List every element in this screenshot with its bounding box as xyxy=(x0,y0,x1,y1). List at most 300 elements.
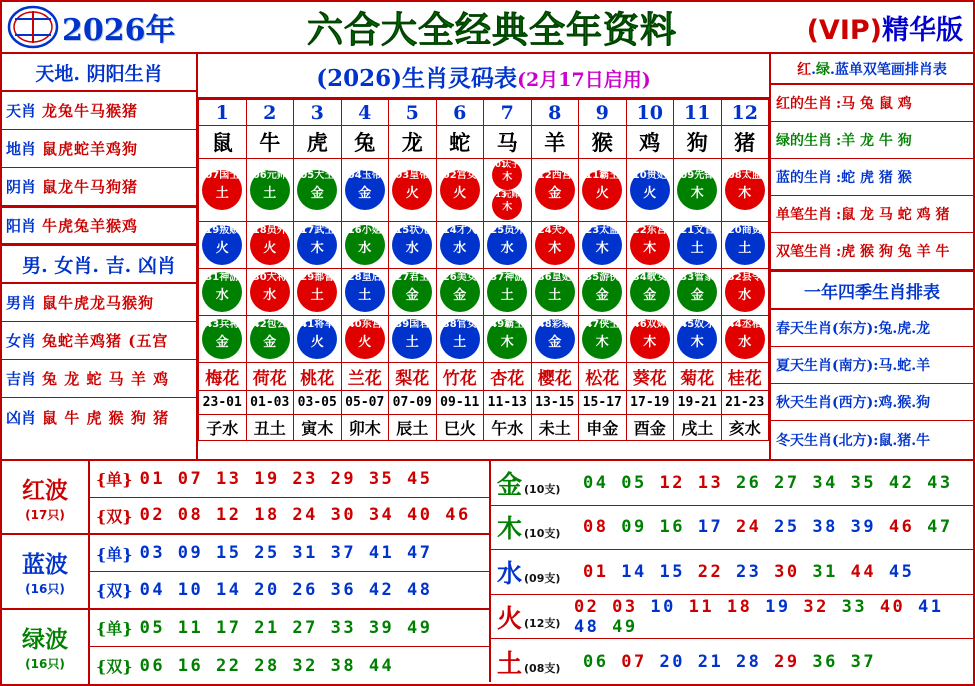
ball-cell xyxy=(294,269,342,316)
code-ball xyxy=(250,225,290,265)
hour-range: 19-21 xyxy=(674,391,722,415)
ball-word: 武士 xyxy=(314,225,335,236)
row-label: 吉肖 xyxy=(6,370,37,388)
ball-element: 木 xyxy=(595,241,609,256)
element-name: 子水 xyxy=(199,415,247,441)
number-item: 30 xyxy=(774,561,800,582)
ball-number: 42 xyxy=(252,319,267,330)
row-value: 兔蛇羊鸡猪 (五宫 xyxy=(42,332,169,350)
row-value: 鼠虎蛇羊鸡狗 xyxy=(42,140,139,158)
row-value: :鼠 龙 马 蛇 鸡 猪 xyxy=(836,207,950,223)
flower-name: 葵花 xyxy=(626,363,674,391)
table-row-flowers xyxy=(199,363,769,391)
ball-number: 21 xyxy=(680,225,695,236)
element-name: 酉金 xyxy=(626,415,674,441)
code-ball xyxy=(440,170,480,210)
ball-number: 04 xyxy=(347,170,362,181)
ball-cell xyxy=(436,316,484,363)
code-ball xyxy=(202,225,242,265)
number-list xyxy=(574,597,973,637)
table-row-balls-3 xyxy=(199,269,769,316)
ball-element: 金 xyxy=(690,288,704,303)
number-item: 47 xyxy=(927,517,953,538)
code-ball xyxy=(535,225,575,265)
element-name xyxy=(497,644,583,680)
element-label: 火 xyxy=(497,603,523,633)
list-item xyxy=(771,122,973,159)
number-item: 46 xyxy=(888,517,915,538)
vip-badge xyxy=(803,8,969,47)
number-item: 38 xyxy=(812,517,838,538)
ball-cell xyxy=(531,159,579,222)
row-value: :虎 猴 狗 兔 羊 牛 xyxy=(836,244,950,260)
ball-element: 水 xyxy=(500,241,514,256)
row-label: 凶肖 xyxy=(6,408,37,427)
ball-cell xyxy=(341,269,389,316)
hour-range: 07-09 xyxy=(389,391,437,415)
number-item: 10 xyxy=(650,596,676,617)
left-title-1: 天地. 阴阳生肖 xyxy=(2,54,196,92)
ball-number: 34 xyxy=(632,272,647,283)
ball-element: 金 xyxy=(548,186,562,201)
ball-cell xyxy=(436,269,484,316)
code-ball xyxy=(345,170,385,210)
wave-row xyxy=(90,535,489,572)
column-number: 2 xyxy=(246,100,294,126)
list-item xyxy=(771,85,973,122)
code-ball xyxy=(487,225,527,265)
ball-word: 西宫 xyxy=(551,170,572,181)
ball-element: 土 xyxy=(690,241,704,256)
code-ball xyxy=(630,225,670,265)
wave-row xyxy=(90,572,489,608)
hour-range: 21-23 xyxy=(721,391,769,415)
number-item: 29 xyxy=(774,651,800,672)
ball-element: 金 xyxy=(263,335,277,350)
table-row-zodiacs xyxy=(199,126,769,159)
code-ball xyxy=(492,190,522,220)
table-row-balls-1 xyxy=(199,159,769,222)
row-label: 夏天生肖(南方) xyxy=(776,358,874,374)
ball-number: 43 xyxy=(205,319,220,330)
ball-cell xyxy=(389,222,437,269)
element-name xyxy=(497,509,583,545)
ball-element: 木 xyxy=(643,335,657,350)
wave-label: 蓝波 xyxy=(22,550,68,578)
code-ball xyxy=(677,225,717,265)
ball-cell xyxy=(436,222,484,269)
ball-cell xyxy=(721,316,769,363)
number-item: 40 xyxy=(879,596,906,617)
zodiac-name: 狗 xyxy=(674,126,722,159)
zodiac-name: 虎 xyxy=(294,126,342,159)
hour-range: 09-11 xyxy=(436,391,484,415)
ball-number: 44 xyxy=(727,319,742,330)
column-number: 4 xyxy=(341,100,389,126)
row-value: 龙兔牛马猴猪 xyxy=(42,102,139,120)
ball-number: 35 xyxy=(585,272,600,283)
right-subtitle: 一年四季生肖排表 xyxy=(771,270,973,310)
ball-number: 47 xyxy=(585,319,600,330)
code-ball xyxy=(392,319,432,359)
code-ball xyxy=(487,272,527,312)
ball-element: 土 xyxy=(405,335,419,350)
wave-block xyxy=(2,461,489,535)
number-item: 14 xyxy=(621,561,647,582)
hour-range: 01-03 xyxy=(246,391,294,415)
ball-number: 49 xyxy=(490,319,505,330)
ball-word: 丞相 xyxy=(741,319,762,330)
number-item: 07 xyxy=(621,651,647,672)
wave-row xyxy=(90,610,489,648)
code-ball xyxy=(582,170,622,210)
ball-cell xyxy=(389,159,437,222)
ball-cell xyxy=(626,269,674,316)
code-ball xyxy=(202,170,242,210)
zodiac-name: 兔 xyxy=(341,126,389,159)
ball-cell xyxy=(674,222,722,269)
wave-block xyxy=(2,610,489,684)
number-item: 16 xyxy=(659,517,685,538)
row-value: :马 兔 鼠 鸡 xyxy=(836,96,912,112)
logo-icon xyxy=(6,5,60,49)
ball-word: 东宫 xyxy=(361,319,382,330)
ball-word: 太子 xyxy=(503,160,520,169)
ball-cell xyxy=(199,159,247,222)
number-item: 20 xyxy=(659,651,685,672)
ball-number: 19 xyxy=(205,225,220,236)
column-number: 11 xyxy=(674,100,722,126)
element-row xyxy=(491,595,973,640)
code-ball xyxy=(492,160,522,190)
ball-cell xyxy=(246,159,294,222)
column-number: 1 xyxy=(199,100,247,126)
ball-cell xyxy=(674,269,722,316)
ball-number: 45 xyxy=(680,319,695,330)
table-row-numbers xyxy=(199,100,769,126)
number-item: 39 xyxy=(850,517,877,538)
code-ball xyxy=(582,319,622,359)
zodiac-name: 蛇 xyxy=(436,126,484,159)
number-item: 42 xyxy=(888,472,915,493)
zodiac-code-table xyxy=(198,54,771,459)
zodiac-name: 猴 xyxy=(579,126,627,159)
code-ball xyxy=(297,319,337,359)
number-list xyxy=(583,473,953,493)
ball-word: 双婢 xyxy=(646,319,667,330)
code-ball xyxy=(297,170,337,210)
column-number: 10 xyxy=(626,100,674,126)
ball-cell xyxy=(721,222,769,269)
row-value: 鼠龙牛马狗猪 xyxy=(42,178,139,196)
column-number: 6 xyxy=(436,100,484,126)
ball-element: 火 xyxy=(405,186,419,201)
ball-word: 包公 xyxy=(266,319,287,330)
flower-name: 兰花 xyxy=(341,363,389,391)
flower-name: 松花 xyxy=(579,363,627,391)
code-ball xyxy=(250,170,290,210)
element-label: 土 xyxy=(497,648,523,678)
ball-element: 土 xyxy=(453,335,467,350)
table-row-hours xyxy=(199,391,769,415)
ball-cell xyxy=(484,316,532,363)
element-count: (08支) xyxy=(524,661,561,675)
code-ball xyxy=(725,225,765,265)
ball-cell xyxy=(246,222,294,269)
ball-element: 金 xyxy=(358,186,372,201)
ball-element: 木 xyxy=(595,335,609,350)
ball-word: 官女 xyxy=(456,319,477,330)
ball-number: 02 xyxy=(442,170,457,181)
hour-range: 23-01 xyxy=(199,391,247,415)
ball-word: 员外 xyxy=(266,225,287,236)
number-item: 34 xyxy=(812,472,838,493)
ball-cell xyxy=(199,316,247,363)
ball-element: 火 xyxy=(643,186,657,201)
vip-edition-label: 精华版 xyxy=(882,14,963,46)
ball-word: 侠士 xyxy=(599,319,620,330)
code-ball xyxy=(630,319,670,359)
code-ball xyxy=(677,170,717,210)
number-list: 03 09 15 25 31 37 41 47 xyxy=(139,543,433,564)
page-header xyxy=(2,2,973,54)
element-label: 金 xyxy=(497,469,523,499)
code-ball xyxy=(677,272,717,312)
column-number: 8 xyxy=(531,100,579,126)
ball-element: 木 xyxy=(502,201,513,213)
ball-cell xyxy=(199,222,247,269)
ball-word: 商贾 xyxy=(741,225,762,236)
ball-number: 39 xyxy=(395,319,410,330)
flower-name: 荷花 xyxy=(246,363,294,391)
code-ball xyxy=(535,272,575,312)
number-item: 26 xyxy=(735,472,762,493)
code-ball xyxy=(392,272,432,312)
element-count: (09支) xyxy=(524,571,561,585)
ball-number: 24 xyxy=(537,225,552,236)
ball-element: 土 xyxy=(263,186,277,201)
code-ball xyxy=(202,272,242,312)
ball-number: 11 xyxy=(585,170,600,181)
row-value: :马.蛇.羊 xyxy=(873,358,931,374)
number-item: 36 xyxy=(812,651,838,672)
code-ball xyxy=(440,272,480,312)
ball-cell xyxy=(674,316,722,363)
ball-cell xyxy=(626,222,674,269)
ball-word: 神游 xyxy=(504,272,525,283)
ball-word: 皇后 xyxy=(361,272,382,283)
zodiac-name: 马 xyxy=(484,126,532,159)
number-item: 09 xyxy=(621,517,647,538)
ball-element: 土 xyxy=(215,186,229,201)
list-item xyxy=(771,347,973,384)
zodiac-name: 羊 xyxy=(531,126,579,159)
ball-element: 金 xyxy=(453,288,467,303)
element-name: 戌土 xyxy=(674,415,722,441)
ball-word: 东宫 xyxy=(646,225,667,236)
ball-word: 文官 xyxy=(694,225,715,236)
ball-element: 水 xyxy=(738,288,752,303)
ball-number: 27 xyxy=(395,272,410,283)
row-label: 双笔生肖 xyxy=(776,244,832,260)
ball-word: 管家 xyxy=(694,272,715,283)
ball-element: 木 xyxy=(500,335,514,350)
ball-element: 木 xyxy=(643,241,657,256)
row-label: 秋天生肖(西方) xyxy=(776,395,874,411)
ball-element: 水 xyxy=(738,335,752,350)
code-ball xyxy=(250,272,290,312)
number-item: 33 xyxy=(841,596,868,617)
ball-element: 水 xyxy=(405,241,419,256)
ball-element: 火 xyxy=(595,186,609,201)
ball-cell xyxy=(341,316,389,363)
ball-cell xyxy=(531,222,579,269)
wave-label: 红波 xyxy=(22,476,68,504)
ball-number: 30 xyxy=(252,272,267,283)
ball-cell xyxy=(294,316,342,363)
ball-number: 01 xyxy=(495,160,507,169)
ball-word: 夫人 xyxy=(551,225,572,236)
ball-number: 33 xyxy=(680,272,695,283)
table-title-main: (2026)生肖灵码表 xyxy=(316,65,518,92)
ball-number: 17 xyxy=(300,225,315,236)
ball-word: 国君 xyxy=(409,319,430,330)
list-item xyxy=(771,384,973,421)
ball-word: 游侠 xyxy=(599,272,620,283)
list-item xyxy=(2,398,196,436)
ball-element: 水 xyxy=(263,288,277,303)
codes-table xyxy=(198,99,769,441)
row-value: 鼠牛虎龙马猴狗 xyxy=(42,294,155,312)
ball-word: 贵妃 xyxy=(646,170,667,181)
ball-number: 23 xyxy=(585,225,600,236)
number-item: 13 xyxy=(697,472,724,493)
ball-number: 08 xyxy=(727,170,742,181)
number-item: 49 xyxy=(612,616,638,637)
ball-element: 水 xyxy=(453,241,467,256)
parity-tag: {单} xyxy=(96,619,133,639)
row-label: 春天生肖(东方) xyxy=(776,321,874,337)
list-item xyxy=(771,233,973,270)
ball-word: 县令 xyxy=(741,272,762,283)
vip-label: (VIP) xyxy=(806,14,882,46)
ball-word: 叛贼 xyxy=(219,225,240,236)
ball-number: 25 xyxy=(490,225,505,236)
ball-number: 29 xyxy=(300,272,315,283)
hour-range: 13-15 xyxy=(531,391,579,415)
code-ball xyxy=(345,272,385,312)
ball-cell xyxy=(199,269,247,316)
row-label: 地肖 xyxy=(6,140,37,158)
ball-cell xyxy=(341,222,389,269)
row-value: 牛虎兔羊猴鸡 xyxy=(42,217,139,235)
flower-name: 杏花 xyxy=(484,363,532,391)
ball-cell xyxy=(484,159,532,222)
row-label: 阴肖 xyxy=(6,178,37,196)
ball-word: 都督 xyxy=(314,272,335,283)
list-item xyxy=(2,168,196,206)
ball-word: 奴才 xyxy=(694,319,715,330)
element-name: 未土 xyxy=(531,415,579,441)
ball-cell xyxy=(294,222,342,269)
ball-cell xyxy=(674,159,722,222)
number-item: 44 xyxy=(850,561,877,582)
zodiac-name: 牛 xyxy=(246,126,294,159)
number-list: 04 10 14 20 26 36 42 48 xyxy=(139,579,433,600)
zodiac-name: 鸡 xyxy=(626,126,674,159)
element-name xyxy=(497,599,574,635)
code-ball xyxy=(345,225,385,265)
row-label: 冬天生肖(北方) xyxy=(776,432,874,449)
hour-range: 15-17 xyxy=(579,391,627,415)
ball-number: 09 xyxy=(680,170,695,181)
right-title: 红.绿.蓝单双笔画排肖表 xyxy=(771,54,973,85)
element-count: (10支) xyxy=(524,527,561,541)
ball-cell xyxy=(531,316,579,363)
number-item: 23 xyxy=(735,561,762,582)
code-ball xyxy=(297,272,337,312)
number-list xyxy=(583,517,953,537)
row-label: 蓝的生肖 xyxy=(776,170,832,186)
ball-word: 国士 xyxy=(219,170,240,181)
ball-element: 金 xyxy=(405,288,419,303)
left-title-2: 男. 女肖. 吉. 凶肖 xyxy=(2,244,196,284)
ball-number: 10 xyxy=(632,170,647,181)
number-item: 08 xyxy=(583,517,609,538)
wave-row xyxy=(90,647,489,684)
ball-number: 06 xyxy=(252,170,267,181)
code-ball xyxy=(725,272,765,312)
ball-word: 员外 xyxy=(504,225,525,236)
ball-cell xyxy=(721,269,769,316)
ball-word: 先锋 xyxy=(694,170,715,181)
code-ball xyxy=(440,319,480,359)
number-item: 11 xyxy=(688,596,715,617)
ball-number: 40 xyxy=(347,319,362,330)
row-value: :兔.虎.龙 xyxy=(873,321,931,337)
number-item: 31 xyxy=(812,561,838,582)
right-title-rest: 单双笔画排肖表 xyxy=(848,62,947,78)
ball-number: 28 xyxy=(347,272,362,283)
row-label: 红的生肖 xyxy=(776,96,832,112)
number-item: 41 xyxy=(918,596,944,617)
number-item: 43 xyxy=(927,472,953,493)
number-item: 15 xyxy=(659,561,685,582)
number-item: 37 xyxy=(850,651,877,672)
column-number: 5 xyxy=(389,100,437,126)
code-ball xyxy=(677,319,717,359)
wave-label: 绿波 xyxy=(22,626,68,654)
ball-element: 金 xyxy=(215,335,229,350)
code-ball xyxy=(582,225,622,265)
ball-word: 霸王 xyxy=(504,319,525,330)
table-row-balls-2 xyxy=(199,222,769,269)
ball-number: 03 xyxy=(395,170,410,181)
ball-word: 歌女 xyxy=(646,272,667,283)
page-title: 六合大全经典全年资料 xyxy=(307,9,678,51)
hour-range: 05-07 xyxy=(341,391,389,415)
number-item: 03 xyxy=(612,596,638,617)
ball-cell xyxy=(626,316,674,363)
element-table xyxy=(491,461,973,682)
number-item: 12 xyxy=(659,472,685,493)
number-item: 05 xyxy=(621,472,647,493)
ball-cell xyxy=(294,159,342,222)
parity-tag: {双} xyxy=(96,581,133,601)
table-row-elements xyxy=(199,415,769,441)
right-title-red: 红 xyxy=(797,62,812,78)
element-name: 辰土 xyxy=(389,415,437,441)
